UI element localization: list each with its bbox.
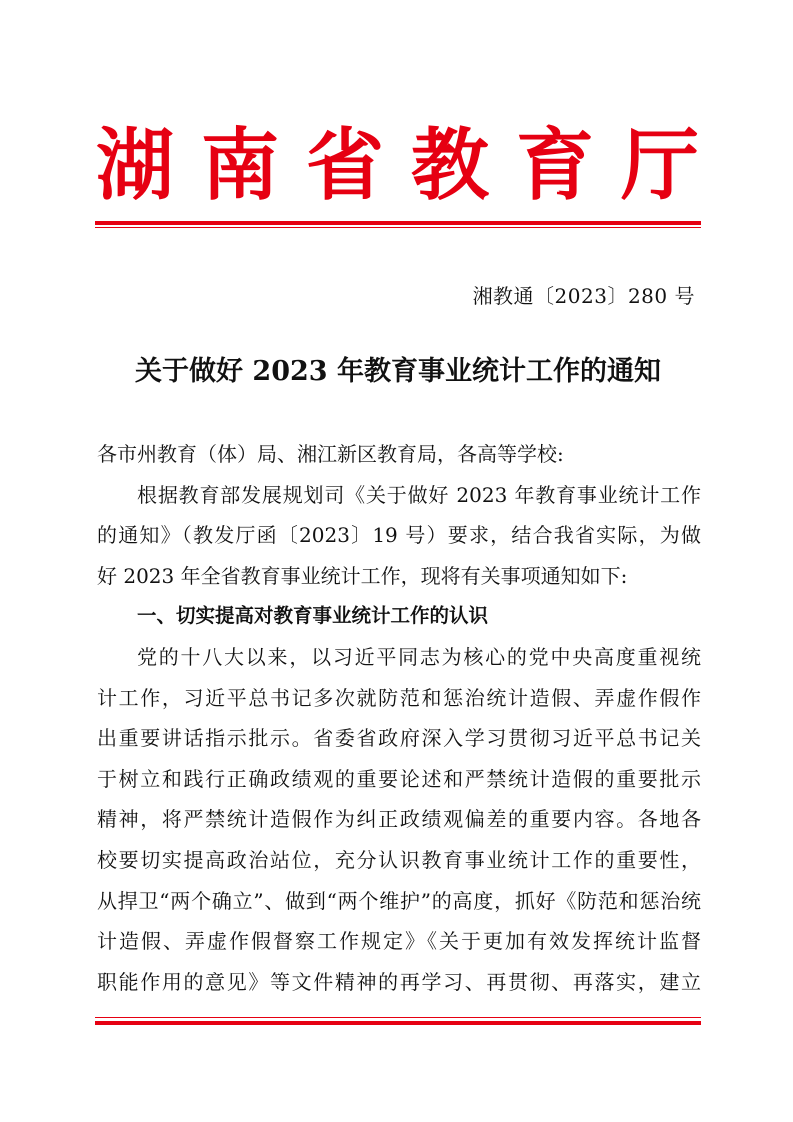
paragraph-line: 于树立和践行正确政绩观的重要论述和严禁统计造假的重要批示 [97, 766, 701, 791]
paragraph-line: 计造假、弄虚作假督察工作规定》《关于更加有效发挥统计监督 [97, 929, 701, 954]
masthead-red-rule [95, 221, 701, 225]
masthead-char: 南 [200, 120, 279, 211]
masthead-char: 教 [410, 120, 489, 211]
paragraph-line: 的通知》（教发厅函〔2023〕19 号）要求，结合我省实际，为做 [97, 523, 701, 548]
masthead-char: 省 [305, 120, 384, 211]
paragraph-line: 计工作，习近平总书记多次就防范和惩治统计造假、弄虚作假作 [97, 685, 701, 710]
paragraph-line: 根据教育部发展规划司《关于做好 2023 年教育事业统计工作 [137, 482, 701, 507]
document-number: 湘教通〔2023〕280 号 [472, 284, 695, 308]
paragraph-line: 从捍卫“两个确立”、做到“两个维护”的高度，抓好《防范和惩治统 [97, 888, 701, 913]
masthead-char: 厅 [620, 120, 699, 211]
masthead-red-rule-thin [95, 227, 701, 228]
paragraph-line: 精神，将严禁统计造假作为纠正政绩观偏差的重要内容。各地各 [97, 807, 701, 832]
masthead-char: 湖 [95, 120, 174, 211]
paragraph-line: 出重要讲话指示批示。省委省政府深入学习贯彻习近平总书记关 [97, 726, 701, 751]
paragraph-line: 职能作用的意见》等文件精神的再学习、再贯彻、再落实，建立 [97, 969, 701, 994]
document-title: 关于做好 2023 年教育事业统计工作的通知 [135, 356, 661, 387]
paragraph-line: 好 2023 年全省教育事业统计工作，现将有关事项通知如下: [97, 563, 628, 588]
footer-red-rule-thin [95, 1017, 701, 1018]
document-body [97, 434, 701, 1002]
section-heading: 一、切实提高对教育事业统计工作的认识 [137, 604, 489, 628]
salutation: 各市州教育（体）局、湘江新区教育局，各高等学校: [97, 442, 564, 466]
paragraph-line: 党的十八大以来，以习近平同志为核心的党中央高度重视统 [137, 644, 701, 669]
masthead-title [95, 118, 700, 213]
paragraph-line: 校要切实提高政治站位，充分认识教育事业统计工作的重要性， [97, 847, 701, 872]
masthead-char: 育 [515, 120, 594, 211]
footer-red-rule [95, 1021, 701, 1025]
